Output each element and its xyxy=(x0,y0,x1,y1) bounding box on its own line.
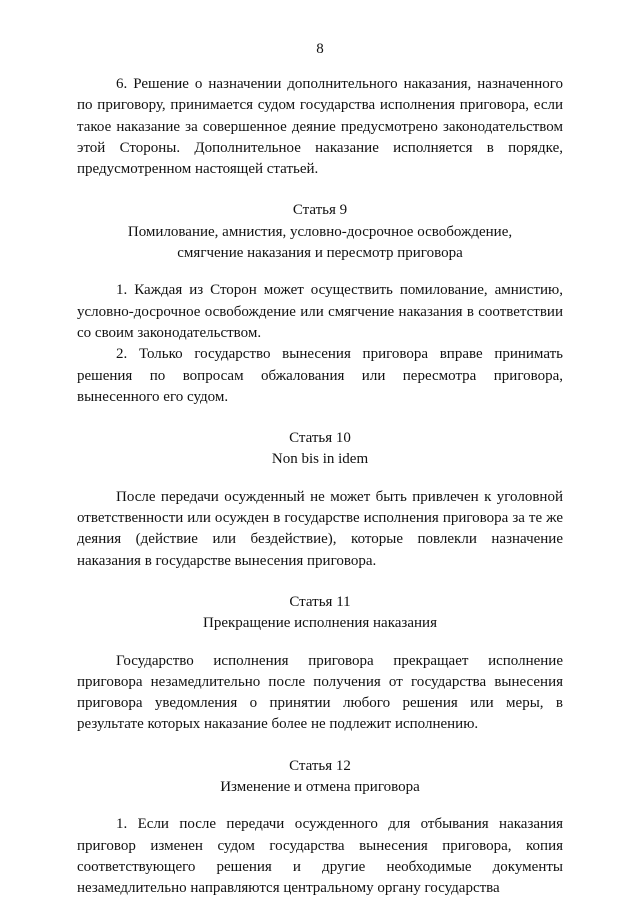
article-9-paragraph-1: 1. Каждая из Сторон может осуществить помилование, амнистию, условно-досрочное освобождение или смягчение наказания в соответствии со своим законодательством. xyxy=(77,282,563,341)
document-body xyxy=(77,74,563,900)
article-10-label: Статья 10 xyxy=(289,430,351,447)
article-12-label: Статья 12 xyxy=(289,757,351,774)
article-11 xyxy=(77,592,563,736)
article-12-title: Изменение и отмена приговора xyxy=(220,779,420,796)
article-10-paragraph-1: После передачи осужденный не может быть привлечен к уголовной ответственности или осужден в государстве исполнения приговора за те же деяния (действие или бездействие), которые повлекли назначение наказания в государстве вынесения приговора. xyxy=(77,488,563,569)
article-9-title-line-1: Помилование, амнистия, условно-досрочное освобождение, xyxy=(127,223,513,240)
article-11-paragraph-1: Государство исполнения приговора прекращает исполнение приговора незамедлительно после получения от государства вынесения приговора уведомления о принятии любого решения или меры, в результате которых наказание более не подлежит исполнению. xyxy=(77,652,563,733)
article-9 xyxy=(77,200,563,408)
article-10-title: Non bis in idem xyxy=(271,451,369,468)
article-11-label: Статья 11 xyxy=(289,593,351,610)
article-9-paragraph-2: 2. Только государство вынесения приговора вправе принимать решения по вопросам обжалования или пересмотра приговора, вынесенного его судом. xyxy=(77,346,563,405)
page-number: 8 xyxy=(316,41,324,57)
article-9-title-line-2: смягчение наказания и пересмотр приговора xyxy=(177,245,463,262)
article-12 xyxy=(77,756,563,900)
article-9-label: Статья 9 xyxy=(292,202,348,219)
article-12-paragraph-1: 1. Если после передачи осужденного для отбывания наказания приговор изменен судом государства вынесения приговора, копия соответствующего решения и другие необходимые документы незамедлительно направляются центральному органу государства xyxy=(77,816,563,897)
article-11-title: Прекращение исполнения наказания xyxy=(203,615,437,632)
intro-paragraph: 6. Решение о назначении дополнительного наказания, назначенного по приговору, принимается судом государства исполнения приговора, если такое наказание за совершенное деяние предусмотрено законодательством этой Стороны. Дополнительное наказание исполняется в порядке, предусмотренном настоящей статьей. xyxy=(77,76,563,178)
article-10 xyxy=(77,428,563,572)
